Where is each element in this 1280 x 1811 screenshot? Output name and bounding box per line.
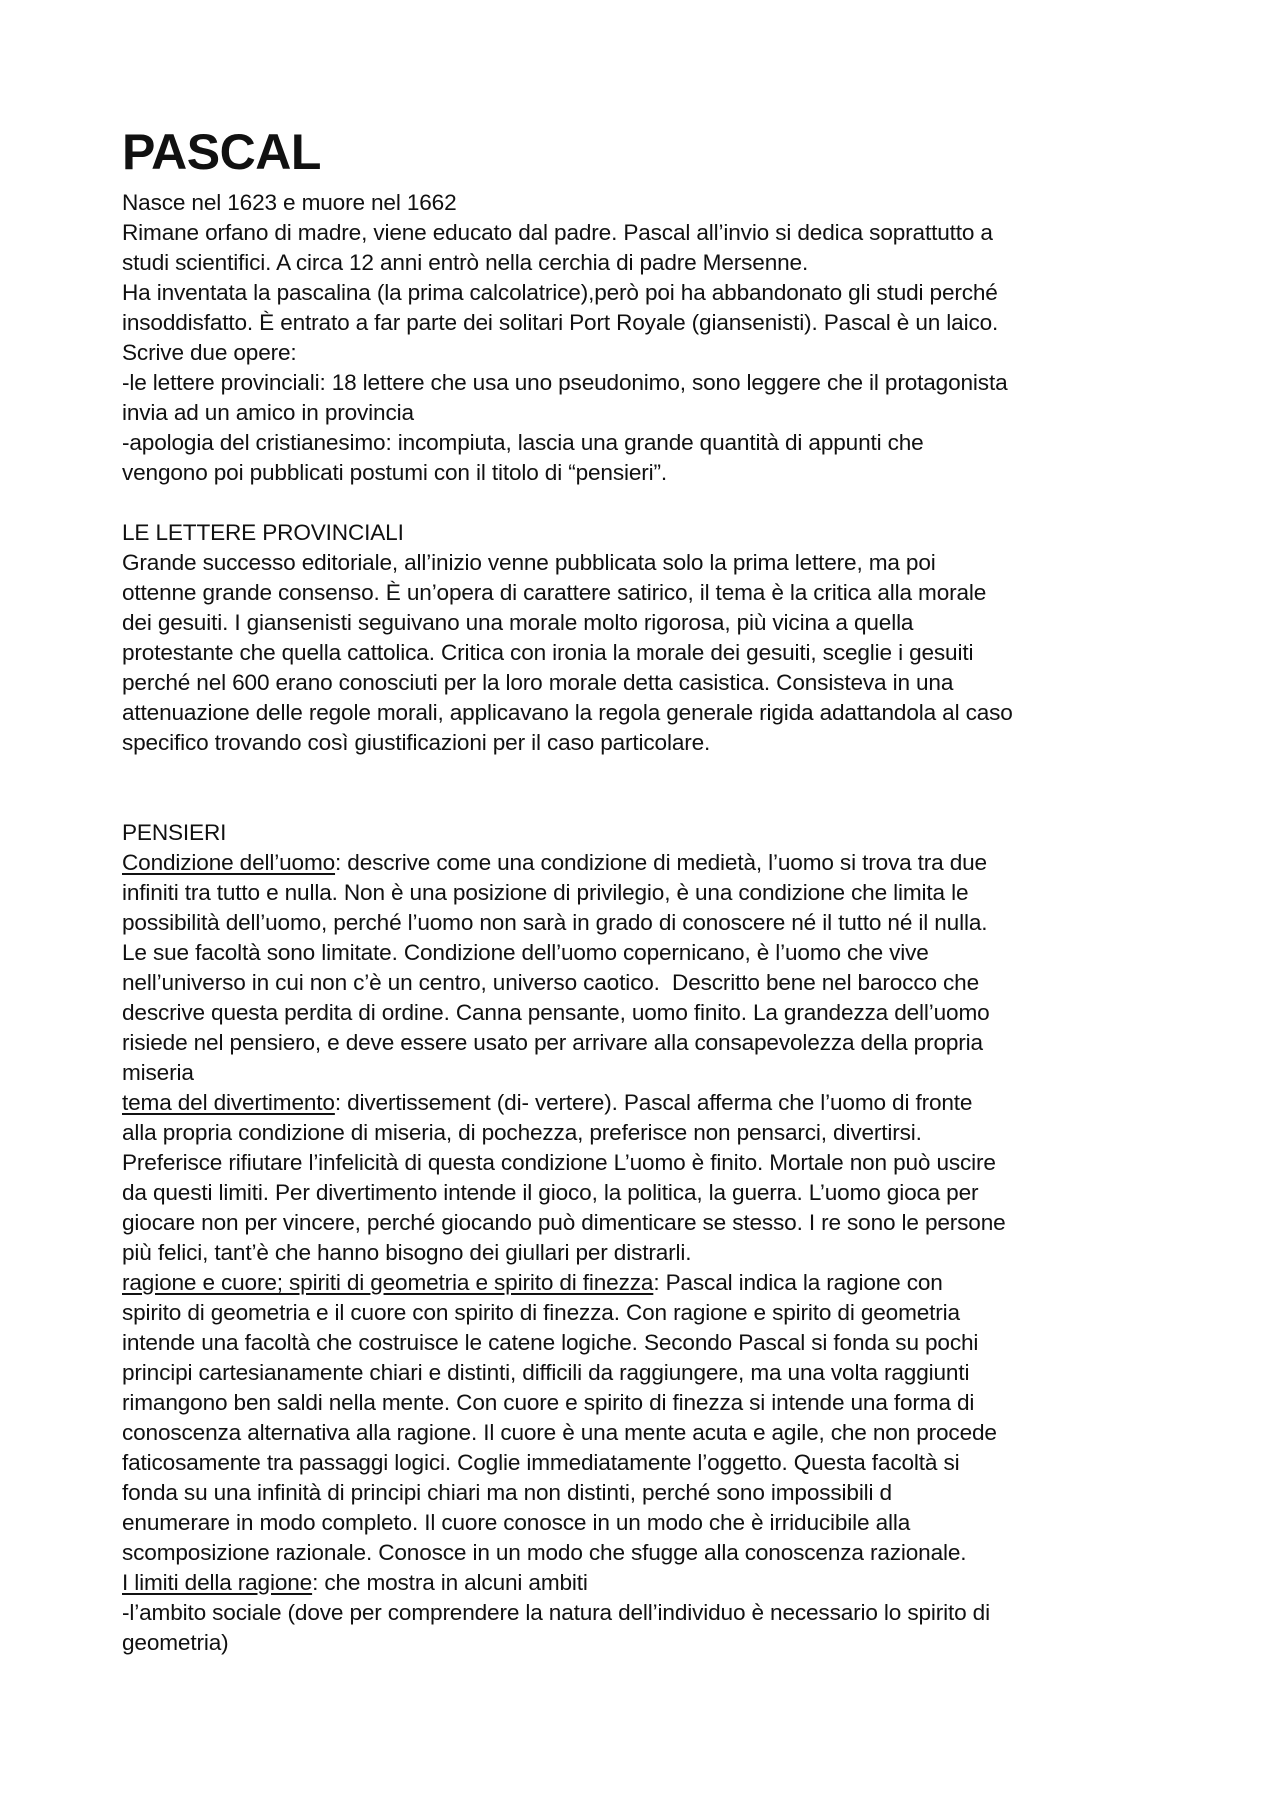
- paragraph-line: spirito di geometria e il cuore con spirito di finezza. Con ragione e spirito di geometria: [122, 1300, 960, 1325]
- topic-ragione: [122, 1268, 1162, 1298]
- underlined-term: ragione e cuore; spiriti di geometria e spirito di finezza: [122, 1270, 654, 1295]
- intro-section: [122, 188, 1162, 488]
- intro-dates: Nasce nel 1623 e muore nel 1662: [122, 190, 457, 215]
- paragraph-line: principi cartesianamente chiari e distinti, difficili da raggiungere, ma una volta raggiunti: [122, 1360, 970, 1385]
- paragraph-line: attenuazione delle regole morali, applicavano la regola generale rigida adattandola al caso: [122, 700, 1013, 725]
- paragraph-line: conoscenza alternativa alla ragione. Il cuore è una mente acuta e agile, che non procede: [122, 1420, 997, 1445]
- paragraph-line: -apologia del cristianesimo: incompiuta, lascia una grande quantità di appunti che: [122, 430, 924, 455]
- topic-text: : divertissement (di- vertere). Pascal afferma che l’uomo di fronte: [334, 1090, 973, 1115]
- paragraph-line: Rimane orfano di madre, viene educato dal padre. Pascal all’invio si dedica soprattutto a: [122, 220, 993, 245]
- paragraph-line: -le lettere provinciali: 18 lettere che usa uno pseudonimo, sono leggere che il protagonista: [122, 370, 1008, 395]
- spacer: [122, 758, 1162, 788]
- underlined-term: tema del divertimento: [122, 1090, 335, 1115]
- paragraph-line: fonda su una infinità di principi chiari ma non distinti, perché sono impossibili d: [122, 1480, 892, 1505]
- paragraph-line: da questi limiti. Per divertimento intende il gioco, la politica, la guerra. L’uomo gioca per: [122, 1180, 979, 1205]
- underlined-term: I limiti della ragione: [122, 1570, 313, 1595]
- paragraph-line: giocare non per vincere, perché giocando può dimenticare se stesso. I re sono le persone: [122, 1210, 1006, 1235]
- topic-text: : che mostra in alcuni ambiti: [312, 1570, 588, 1595]
- paragraph-line: Le sue facoltà sono limitate. Condizione dell’uomo copernicano, è l’uomo che vive: [122, 940, 929, 965]
- section-heading: LE LETTERE PROVINCIALI: [122, 520, 404, 545]
- paragraph-line: risiede nel pensiero, e deve essere usato per arrivare alla consapevolezza della propria: [122, 1030, 983, 1055]
- paragraph-line: possibilità dell’uomo, perché l’uomo non sarà in grado di conoscere né il tutto né il nulla.: [122, 910, 988, 935]
- topic-text: : Pascal indica la ragione con: [653, 1270, 943, 1295]
- paragraph-line: rimangono ben saldi nella mente. Con cuore e spirito di finezza si intende una forma di: [122, 1390, 975, 1415]
- topic-limiti: [122, 1568, 1162, 1598]
- paragraph-line: miseria: [122, 1060, 194, 1085]
- paragraph-line: nell’universo in cui non c’è un centro, universo caotico. Descritto bene nel barocco che: [122, 970, 979, 995]
- paragraph-line: infiniti tra tutto e nulla. Non è una posizione di privilegio, è una condizione che limita le: [122, 880, 969, 905]
- paragraph-line: dei gesuiti. I giansenisti seguivano una morale molto rigorosa, più vicina a quella: [122, 610, 914, 635]
- paragraph-line: protestante che quella cattolica. Critica con ironia la morale dei gesuiti, sceglie i gesuiti: [122, 640, 974, 665]
- paragraph-line: studi scientifici. A circa 12 anni entrò nella cerchia di padre Mersenne.: [122, 250, 809, 275]
- paragraph-line: enumerare in modo completo. Il cuore conosce in un modo che è irriducibile alla: [122, 1510, 911, 1535]
- paragraph-line: alla propria condizione di miseria, di pochezza, preferisce non pensarci, divertirsi.: [122, 1120, 922, 1145]
- underlined-term: Condizione dell’uomo: [122, 850, 336, 875]
- paragraph-line: ottenne grande consenso. È un’opera di carattere satirico, il tema è la critica alla morale: [122, 580, 987, 605]
- paragraph-line: invia ad un amico in provincia: [122, 400, 414, 425]
- paragraph-line: insoddisfatto. È entrato a far parte dei solitari Port Royale (giansenisti). Pascal è un laico.: [122, 310, 999, 335]
- pensieri-section: [122, 818, 1162, 1658]
- paragraph-line: vengono poi pubblicati postumi con il titolo di “pensieri”.: [122, 460, 668, 485]
- paragraph-line: geometria): [122, 1630, 229, 1655]
- spacer: [122, 488, 1162, 518]
- topic-text: : descrive come una condizione di medietà, l’uomo si trova tra due: [335, 850, 987, 875]
- paragraph-line: Ha inventata la pascalina (la prima calcolatrice),però poi ha abbandonato gli studi perché: [122, 280, 998, 305]
- paragraph-line: scomposizione razionale. Conosce in un modo che sfugge alla conoscenza razionale.: [122, 1540, 967, 1565]
- topic-divertimento: [122, 1088, 1162, 1118]
- paragraph-line: più felici, tant’è che hanno bisogno dei giullari per distrarli.: [122, 1240, 692, 1265]
- paragraph-line: -l’ambito sociale (dove per comprendere la natura dell’individuo è necessario lo spirito di: [122, 1600, 990, 1625]
- document-page: [122, 126, 1162, 1658]
- section-heading: PENSIERI: [122, 820, 227, 845]
- paragraph-line: perché nel 600 erano conosciuti per la loro morale detta casistica. Consisteva in una: [122, 670, 954, 695]
- paragraph-line: specifico trovando così giustificazioni per il caso particolare.: [122, 730, 711, 755]
- topic-condizione: [122, 848, 1162, 878]
- paragraph-line: Scrive due opere:: [122, 340, 297, 365]
- spacer: [122, 788, 1162, 818]
- paragraph-line: Preferisce rifiutare l’infelicità di questa condizione L’uomo è finito. Mortale non può uscire: [122, 1150, 996, 1175]
- paragraph-line: intende una facoltà che costruisce le catene logiche. Secondo Pascal si fonda su pochi: [122, 1330, 979, 1355]
- page-title: PASCAL: [122, 124, 321, 180]
- paragraph-line: Grande successo editoriale, all’inizio venne pubblicata solo la prima lettere, ma poi: [122, 550, 936, 575]
- paragraph-line: faticosamente tra passaggi logici. Coglie immediatamente l’oggetto. Questa facoltà si: [122, 1450, 960, 1475]
- paragraph-line: descrive questa perdita di ordine. Canna pensante, uomo finito. La grandezza dell’uomo: [122, 1000, 990, 1025]
- provinciali-section: [122, 518, 1162, 758]
